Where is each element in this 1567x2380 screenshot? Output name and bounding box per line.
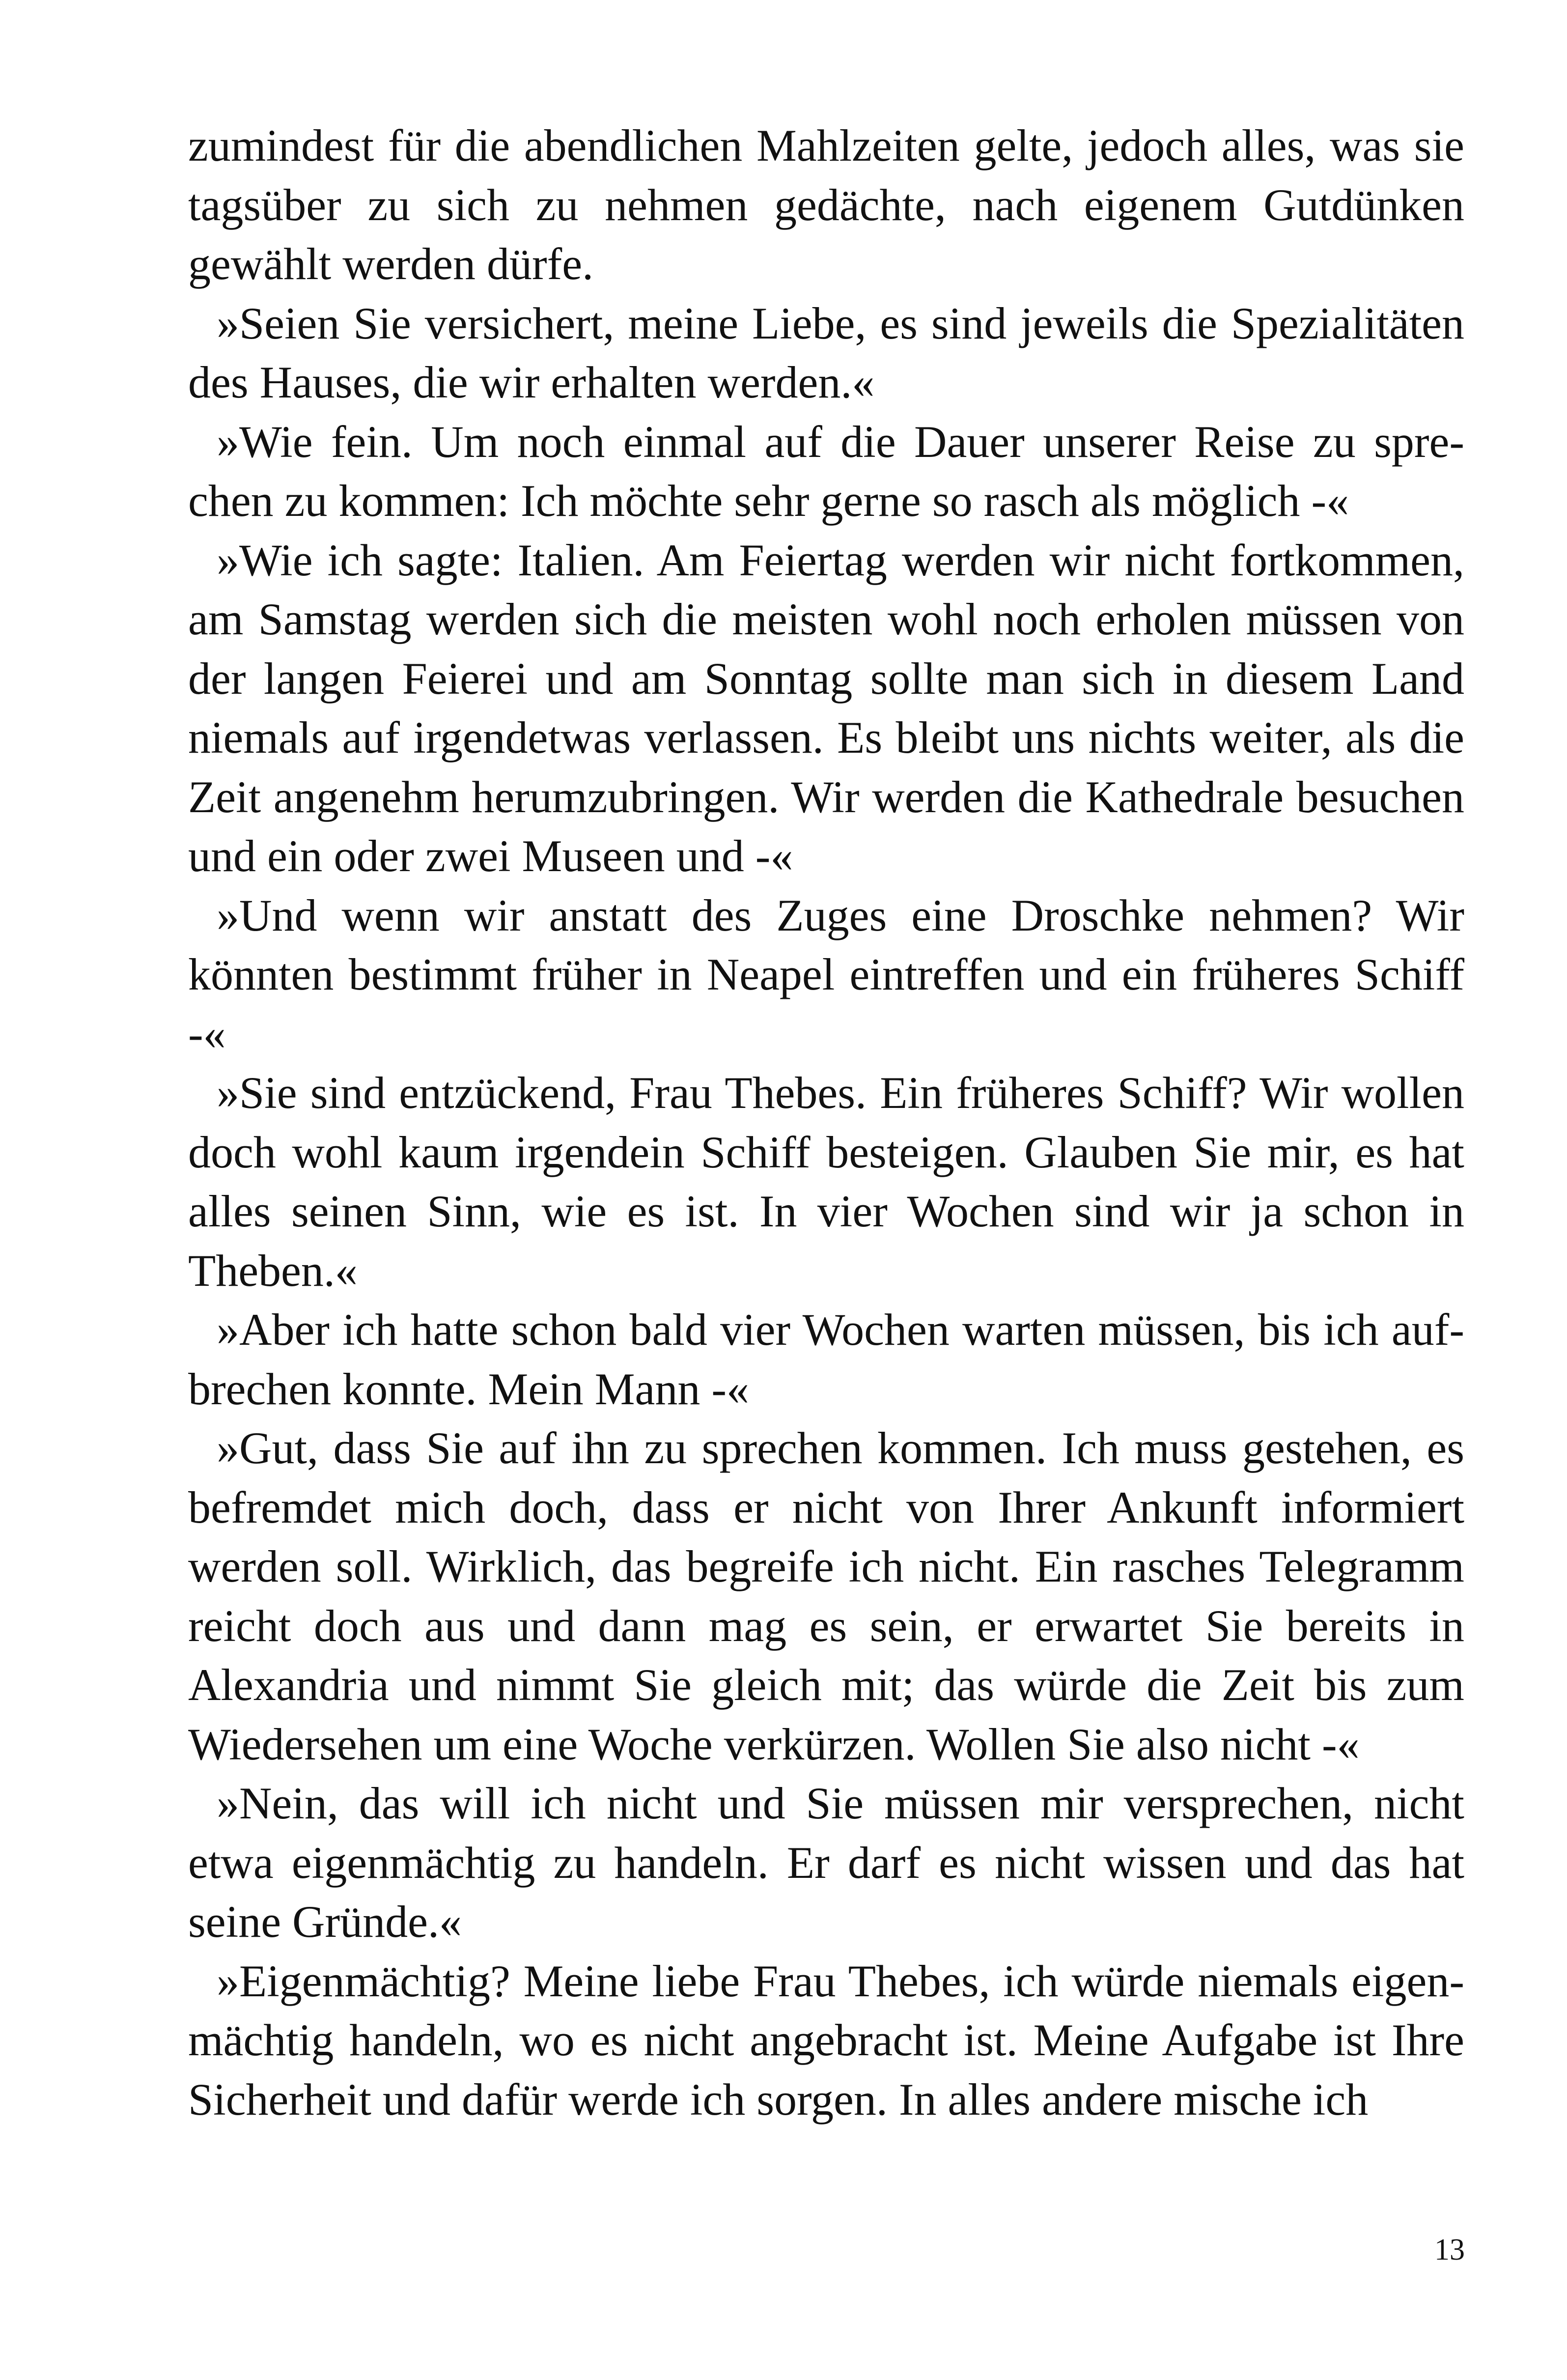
page-number: 13 — [1434, 2233, 1465, 2267]
paragraph-6: »Sie sind entzückend, Frau Thebes. Ein früheres Schiff? Wir wollen doch wohl kaum irgendein Schiff besteigen. Glauben Sie mir, es hat alles seinen Sinn, wie es ist. In vier Wochen sind wir ja schon in Theben.« — [188, 1068, 1464, 1296]
paragraph-9: »Nein, das will ich nicht und Sie müssen mir versprechen, nicht etwa eigenmächtig zu handeln. Er darf es nicht wissen und das hat seine Gründe.« — [188, 1778, 1464, 1947]
paragraph-4: »Wie ich sagte: Italien. Am Feiertag werden wir nicht fortkommen, am Samstag werden sich die meisten wohl noch erholen müssen von der langen Feierei und am Sonntag sollte man sich in diesem Land niemals auf irgendetwas verlassen. Es bleibt uns nichts weiter, als die Zeit angenehm herumzubringen. Wir werden die Kathedrale besuchen und ein oder zwei Museen und -« — [188, 535, 1464, 881]
paragraph-1: zumindest für die abendlichen Mahlzeiten gelte, jedoch alles, was sie tagsüber zu sich zu nehmen gedächte, nach eigenem Gutdünken gewählt werden dürfe. — [188, 120, 1464, 289]
paragraph-8: »Gut, dass Sie auf ihn zu sprechen kommen. Ich muss gestehen, es befremdet mich doch, dass er nicht von Ihrer Ankunft informiert werden soll. Wirklich, das begreife ich nicht. Ein rasches Telegramm reicht doch aus und dann mag es sein, er erwartet Sie bereits in Alexandria und nimmt Sie gleich mit; das würde die Zeit bis zum Wiedersehen um eine Woche verkürzen. Wollen Sie also nicht -« — [188, 1423, 1464, 1769]
paragraph-3: »Wie fein. Um noch einmal auf die Dauer unserer Reise zu spre-chen zu kommen: Ich möchte sehr gerne so rasch als möglich -« — [188, 416, 1464, 526]
paragraph-10: »Eigenmächtig? Meine liebe Frau Thebes, ich würde niemals eigen-mächtig handeln, wo es nicht angebracht ist. Meine Aufgabe ist Ihre Sicherheit und dafür werde ich sorgen. In alles andere mische ich — [188, 1955, 1464, 2125]
page-text-body — [188, 116, 1464, 2129]
paragraph-5: »Und wenn wir anstatt des Zuges eine Droschke nehmen? Wir könnten bestimmt früher in Neapel eintreffen und ein früheres Schiff -« — [188, 890, 1464, 1059]
paragraph-2: »Seien Sie versichert, meine Liebe, es sind jeweils die Spezialitäten des Hauses, die wir erhalten werden.« — [188, 298, 1464, 407]
paragraph-7: »Aber ich hatte schon bald vier Wochen warten müssen, bis ich auf-brechen konnte. Mein Mann -« — [188, 1304, 1464, 1414]
